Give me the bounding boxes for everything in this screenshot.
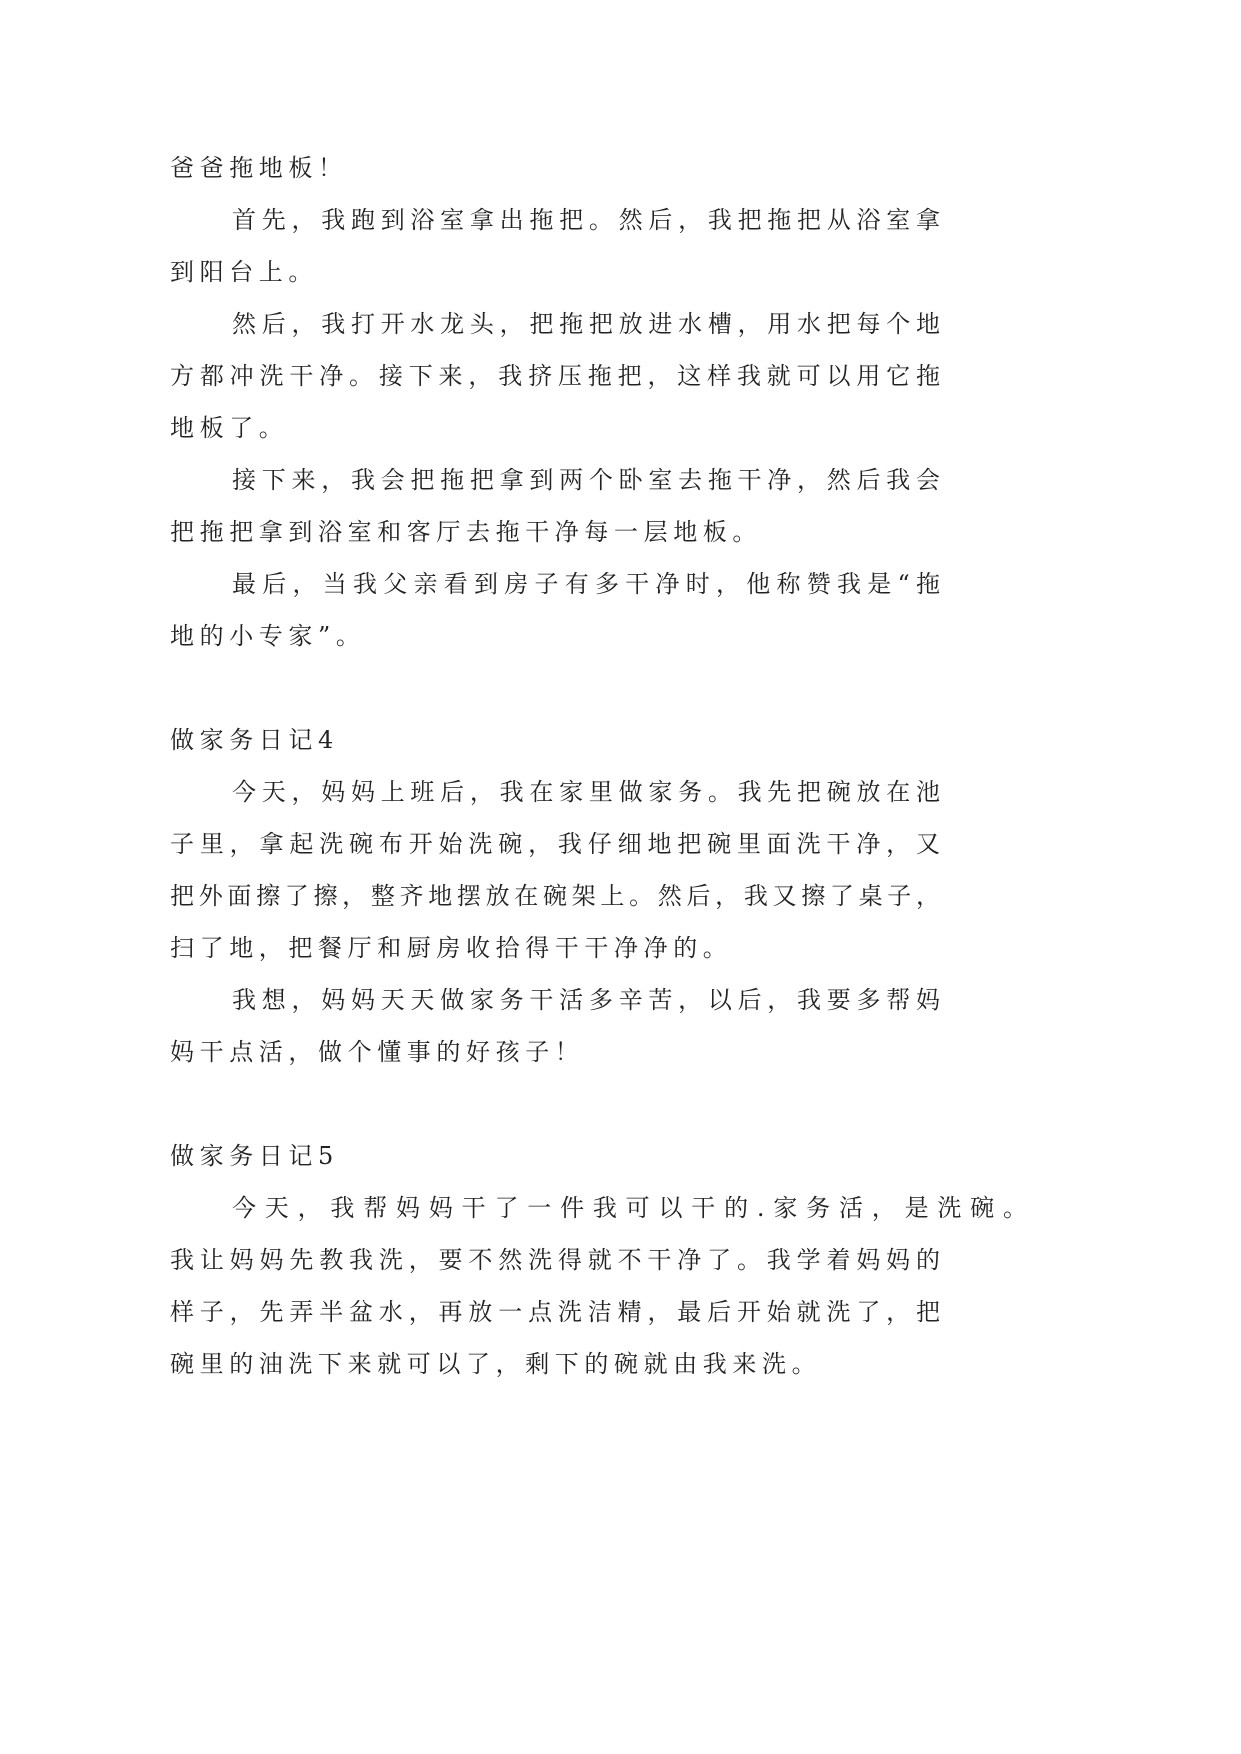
section <box>170 142 940 662</box>
paragraph <box>170 1182 1027 1390</box>
text-line: 地的小专家”。 <box>170 622 366 650</box>
text-line: 样子，先弄半盆水，再放一点洗洁精，最后开始就洗了，把 <box>170 1298 940 1326</box>
blank-line <box>170 662 940 714</box>
text-line: 扫了地，把餐厅和厨房收拾得干干净净的。 <box>170 934 733 962</box>
text-line: 把拖把拿到浴室和客厅去拖干净每一层地板。 <box>170 518 762 546</box>
paragraph <box>170 766 940 974</box>
paragraph <box>170 974 940 1078</box>
paragraph <box>170 142 940 194</box>
text-line: 今天，妈妈上班后，我在家里做家务。我先把碗放在池 <box>232 778 940 806</box>
section <box>170 714 940 1078</box>
blank-line <box>170 1078 940 1130</box>
text-line: 我想，妈妈天天做家务干活多辛苦，以后，我要多帮妈 <box>232 986 940 1014</box>
section-heading: 做家务日记5 <box>170 1142 339 1170</box>
paragraph <box>170 454 940 558</box>
paragraph <box>170 194 940 298</box>
text-line: 接下来，我会把拖把拿到两个卧室去拖干净，然后我会 <box>232 466 940 494</box>
text-line: 碗里的油洗下来就可以了，剩下的碗就由我来洗。 <box>170 1350 822 1378</box>
section <box>170 1130 1027 1390</box>
text-line: 今天，我帮妈妈干了一件我可以干的.家务活，是洗碗。 <box>232 1194 1027 1222</box>
document-page <box>170 142 1027 1390</box>
text-line: 最后，当我父亲看到房子有多干净时，他称赞我是“拖 <box>232 570 940 598</box>
text-line: 妈干点活，做个懂事的好孩子！ <box>170 1038 585 1066</box>
paragraph <box>170 558 940 662</box>
text-line: 方都冲洗干净。接下来，我挤压拖把，这样我就可以用它拖 <box>170 362 940 390</box>
text-line: 爸爸拖地板！ <box>170 154 348 182</box>
text-line: 把外面擦了擦，整齐地摆放在碗架上。然后，我又擦了桌子， <box>170 882 940 910</box>
text-line: 我让妈妈先教我洗，要不然洗得就不干净了。我学着妈妈的 <box>170 1246 940 1274</box>
paragraph <box>170 298 940 454</box>
text-line: 到阳台上。 <box>170 258 318 286</box>
text-line: 首先，我跑到浴室拿出拖把。然后，我把拖把从浴室拿 <box>232 206 940 234</box>
text-line: 然后，我打开水龙头，把拖把放进水槽，用水把每个地 <box>232 310 940 338</box>
text-line: 子里，拿起洗碗布开始洗碗，我仔细地把碗里面洗干净，又 <box>170 830 940 858</box>
section-heading: 做家务日记4 <box>170 726 339 754</box>
text-line: 地板了。 <box>170 414 289 442</box>
